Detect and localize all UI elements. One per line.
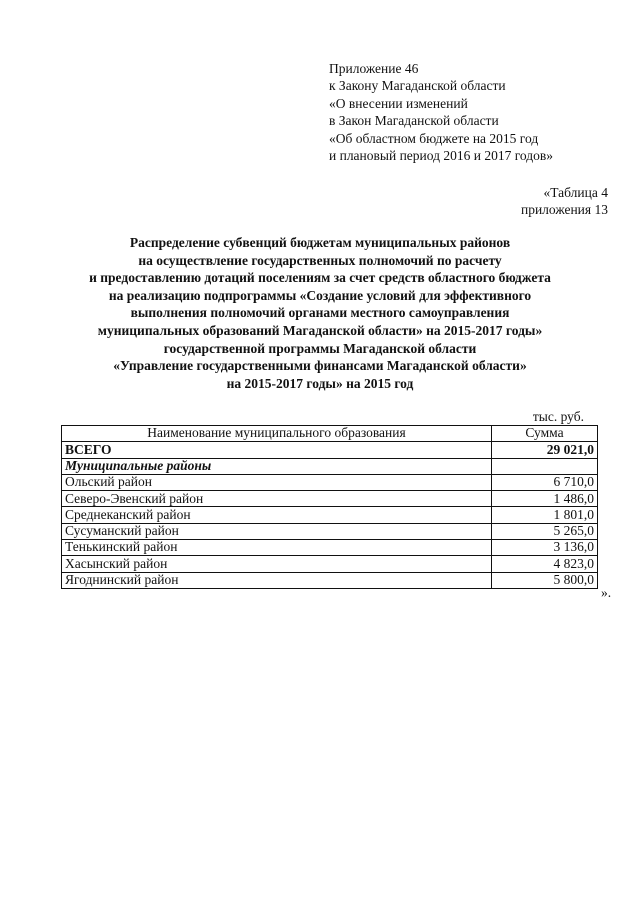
appendix-line: «О внесении изменений — [329, 95, 468, 111]
district-sum: 1 801,0 — [492, 507, 598, 523]
group-sum-empty — [492, 458, 598, 474]
title-line: «Управление государственными финансами Магаданской области» — [113, 358, 527, 374]
district-name: Сусуманский район — [62, 523, 492, 539]
table-row — [62, 540, 598, 556]
table-header-row — [62, 426, 598, 442]
total-row — [62, 442, 598, 458]
table-row — [62, 556, 598, 572]
title-line: на реализацию подпрограммы «Создание условий для эффективного — [108, 287, 532, 303]
table-reference — [521, 184, 608, 219]
table-reference-line: «Таблица 4 — [543, 185, 608, 200]
district-sum: 5 265,0 — [492, 523, 598, 539]
district-name: Хасынский район — [62, 556, 492, 572]
document-title — [20, 234, 620, 392]
appendix-line: «Об областном бюджете на 2015 год — [329, 130, 539, 146]
total-sum: 29 021,0 — [492, 442, 598, 458]
table-row — [62, 491, 598, 507]
group-row — [62, 458, 598, 474]
total-label: ВСЕГО — [62, 442, 492, 458]
district-sum: 5 800,0 — [492, 572, 598, 588]
title-line: Распределение субвенций бюджетам муниципальных районов — [129, 235, 511, 250]
table-reference-line: приложения 13 — [520, 202, 608, 218]
district-sum: 3 136,0 — [492, 540, 598, 556]
title-line: на осуществление государственных полномочий по расчету — [138, 252, 502, 268]
table-row — [62, 507, 598, 523]
column-header-name: Наименование муниципального образования — [62, 426, 492, 442]
appendix-line: в Закон Магаданской области — [329, 113, 499, 129]
district-name: Ягоднинский район — [62, 572, 492, 588]
closing-quote-mark: ». — [601, 585, 612, 600]
appendix-line: к Закону Магаданской области — [329, 78, 506, 94]
table-row — [62, 523, 598, 539]
appendix-header — [329, 60, 553, 164]
appendix-line: Приложение 46 — [329, 61, 419, 76]
district-sum: 6 710,0 — [492, 474, 598, 490]
appendix-line: и плановый период 2016 и 2017 годов» — [329, 148, 554, 164]
district-name: Северо-Эвенский район — [62, 491, 492, 507]
title-line: и предоставлению дотаций поселениям за счет средств областного бюджета — [89, 270, 551, 286]
title-line: выполнения полномочий органами местного самоуправления — [130, 305, 510, 321]
district-sum: 4 823,0 — [492, 556, 598, 572]
title-line: государственной программы Магаданской области — [163, 340, 477, 356]
title-line: муниципальных образований Магаданской области» на 2015-2017 годы» — [97, 322, 543, 338]
group-label: Муниципальные районы — [62, 458, 492, 474]
title-line: на 2015-2017 годы» на 2015 год — [226, 375, 414, 391]
table-row — [62, 572, 598, 588]
subsidy-table — [61, 425, 598, 589]
district-name: Среднеканский район — [62, 507, 492, 523]
district-name: Тенькинский район — [62, 540, 492, 556]
table-row — [62, 474, 598, 490]
units-label: тыс. руб. — [532, 409, 584, 424]
district-sum: 1 486,0 — [492, 491, 598, 507]
district-name: Ольский район — [62, 474, 492, 490]
column-header-sum: Сумма — [492, 426, 598, 442]
